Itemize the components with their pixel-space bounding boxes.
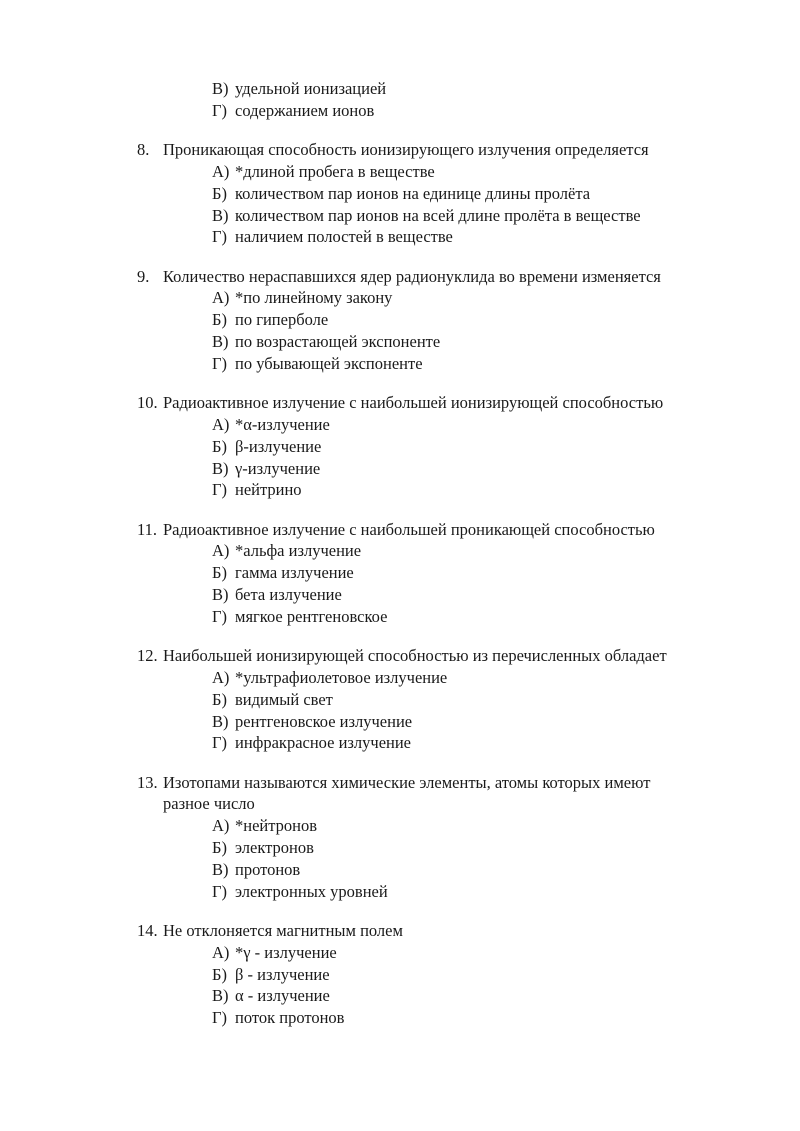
question-text: Радиоактивное излучение с наибольшей проникающей способностью (163, 519, 655, 539)
option-letter: В) (212, 986, 229, 1006)
option-text: γ-излучение (235, 458, 321, 478)
option-letter: Б) (212, 838, 227, 857)
option-letter: Г) (212, 733, 228, 753)
option-letter: Б) (212, 183, 227, 203)
question-number: 8. (137, 140, 150, 160)
question-number: 10. (137, 393, 158, 413)
option-text: *ультрафиолетовое излучение (235, 667, 448, 687)
option-letter: А) (212, 414, 230, 434)
option-letter: В) (212, 458, 229, 478)
option-letter: В) (212, 332, 229, 351)
option-text: мягкое рентгеновское (235, 606, 388, 626)
question-number: 11. (137, 519, 158, 539)
option-letter: Б) (212, 689, 227, 709)
question-text: Проникающая способность ионизирующего излучения определяется (163, 140, 649, 160)
option-letter: А) (212, 541, 230, 561)
option-letter: А) (212, 942, 230, 962)
option-text: *γ - излучение (235, 942, 337, 962)
option-text: бета излучение (235, 585, 342, 604)
option-letter: Г) (212, 227, 228, 247)
option-text: количеством пар ионов на единице длины пролёта (235, 183, 591, 203)
option-letter: А) (212, 816, 230, 836)
option-letter: А) (212, 288, 230, 308)
option-text: видимый свет (235, 689, 333, 709)
option-text: удельной ионизацией (235, 79, 387, 98)
option-text: гамма излучение (235, 563, 354, 583)
option-text: содержанием ионов (235, 100, 375, 120)
option-letter: А) (212, 161, 230, 181)
option-text: протонов (235, 859, 301, 879)
option-letter: Г) (212, 606, 228, 626)
option-letter: Б) (212, 563, 227, 583)
option-text: рентгеновское излучение (235, 711, 413, 731)
option-letter: В) (212, 859, 229, 879)
question-text: Не отклоняется магнитным полем (163, 920, 403, 940)
question-number: 13. (137, 772, 158, 792)
question-text: Изотопами называются химические элементы, атомы которых имеют (163, 772, 651, 792)
option-letter: Б) (212, 964, 227, 984)
question-number: 14. (137, 920, 158, 940)
option-text: наличием полостей в веществе (235, 227, 453, 247)
question-text: Радиоактивное излучение с наибольшей ионизирующей способностью (163, 393, 664, 413)
option-letter: В) (212, 585, 229, 604)
option-text: *нейтронов (235, 816, 318, 836)
question-text: Наибольшей ионизирующей способностью из перечисленных обладает (163, 646, 667, 666)
option-text: электронов (235, 838, 314, 857)
option-letter: В) (212, 711, 229, 731)
option-text: *по линейному закону (235, 288, 393, 308)
option-letter: А) (212, 667, 230, 687)
option-text: по убывающей экспоненте (235, 353, 423, 373)
question-text: Количество нераспавшихся ядер радионуклида во времени изменяется (163, 266, 661, 286)
option-text: нейтрино (235, 480, 302, 500)
option-text: *альфа излучение (235, 541, 362, 561)
option-letter: Б) (212, 310, 227, 330)
option-letter: Б) (212, 436, 227, 456)
question-text: разное число (163, 794, 255, 814)
question-number: 9. (137, 266, 150, 286)
option-text: β-излучение (235, 436, 322, 456)
option-text: инфракрасное излучение (235, 733, 412, 753)
option-letter: В) (212, 79, 229, 98)
option-letter: Г) (212, 480, 228, 500)
option-text: *длиной пробега в веществе (235, 161, 435, 181)
option-text: электронных уровней (235, 881, 388, 901)
option-text: поток протонов (235, 1008, 345, 1028)
option-letter: Г) (212, 100, 228, 120)
option-text: *α-излучение (235, 414, 330, 434)
option-letter: В) (212, 205, 229, 225)
option-letter: Г) (212, 1008, 228, 1028)
option-text: количеством пар ионов на всей длине пролёта в веществе (235, 205, 641, 225)
option-text: α - излучение (235, 986, 330, 1006)
option-text: по гиперболе (235, 310, 329, 330)
option-text: β - излучение (235, 964, 330, 984)
question-number: 12. (137, 646, 158, 666)
option-letter: Г) (212, 881, 228, 901)
option-text: по возрастающей экспоненте (235, 332, 441, 351)
option-letter: Г) (212, 353, 228, 373)
